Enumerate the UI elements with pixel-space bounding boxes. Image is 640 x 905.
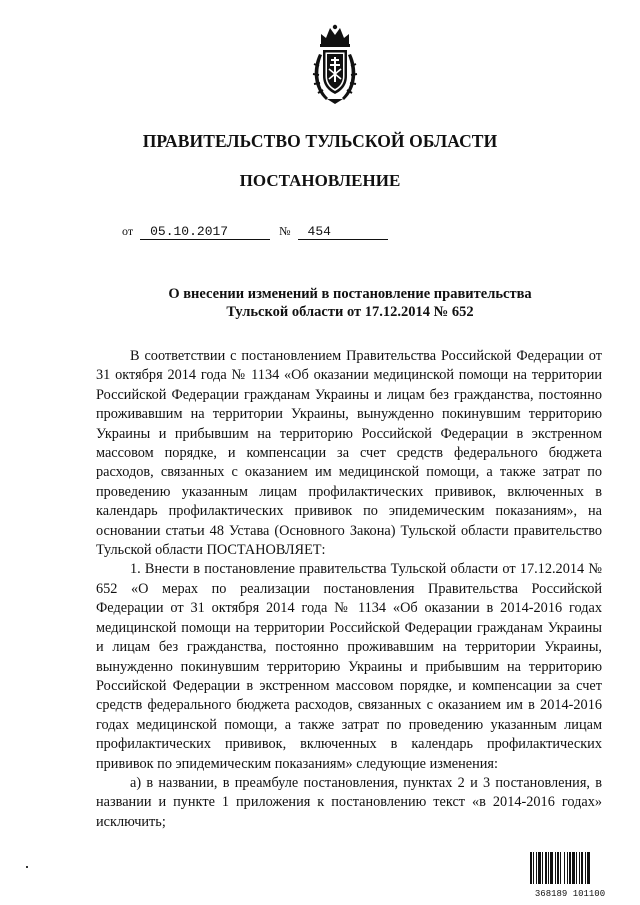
barcode-icon xyxy=(530,852,610,884)
barcode-bar xyxy=(542,852,543,884)
number-label: № xyxy=(279,224,291,238)
barcode-bar xyxy=(557,852,559,884)
title-line-1: О внесении изменений в постановление правительства xyxy=(168,286,532,302)
paragraph-preamble: В соответствии с постановлением Правительства Российской Федерации от 31 октября 2014 года № 1134 «Об оказании медицинской помощи на территории Российской Федерации гражданам Украины и лицам без гражданства, постоянно проживавшим на территории Украины, вынужденно покинувшим территорию Украины и прибывшим на территорию Российской Федерации в экстренном массовом порядке, и компенсации за счет средств федерального бюджета расходов, связанных с оказанием им медицинской помощи, а также затрат по проведению указанным лицам профилактических прививок, включенных в календарь профилактических прививок по эпидемическим показаниям», на основании статьи 48 Устава (Основного Закона) Тульской области правительство Тульской области ПОСТАНОВЛЯЕТ: xyxy=(96,348,602,559)
barcode-bar xyxy=(569,852,571,884)
barcode-bar xyxy=(548,852,549,884)
barcode-bar xyxy=(587,852,590,884)
title-line-2: Тульской области от 17.12.2014 № 652 xyxy=(226,304,474,320)
barcode-bar xyxy=(545,852,547,884)
barcode-bar xyxy=(555,852,556,884)
barcode-bar xyxy=(530,852,532,884)
document-number: 454 xyxy=(298,225,388,240)
barcode-bar xyxy=(576,852,577,884)
paragraph-item-1a: а) в названии, в преамбуле постановления, пунктах 2 и 3 постановления, в названии и пункте 1 приложения к постановлению текст «в 2014-2016 годах» исключить; xyxy=(96,774,602,830)
paragraph-item-1: 1. Внести в постановление правительства Тульской области от 17.12.2014 № 652 «О мерах по реализации постановления Правительства Российской Федерации от 31 октября 2014 года № 1134 «Об оказании в 2014-2016 годах медицинской помощи на территории Российской Федерации гражданам Украины и лицам без гражданства, постоянно проживавшим на территории Украины, вынужденно покинувшим территорию Украины и прибывшим на территорию Российской Федерации в экстренном массовом порядке, и компенсации за счет средств федерального бюджета расходов, связанных с оказанием им в 2014-2016 годах медицинской помощи, а также затрат по проведению указанным лицам профилактических прививок, включенных в календарь профилактических прививок по эпидемическим показаниям» следующие изменения: xyxy=(96,561,602,772)
barcode xyxy=(530,852,610,899)
barcode-bar xyxy=(567,852,568,884)
barcode-number: 368189 101100 xyxy=(534,889,606,899)
barcode-bar xyxy=(581,852,583,884)
barcode-bar xyxy=(538,852,541,884)
government-name: ПРАВИТЕЛЬСТВО ТУЛЬСКОЙ ОБЛАСТИ xyxy=(142,131,498,151)
document-body xyxy=(96,347,602,832)
dateline xyxy=(122,224,388,240)
barcode-bar xyxy=(585,852,586,884)
tula-coat-of-arms-icon xyxy=(310,24,360,106)
barcode-bar xyxy=(533,852,534,884)
barcode-bar xyxy=(579,852,580,884)
barcode-bar xyxy=(572,852,575,884)
date-label: от xyxy=(122,224,134,238)
document-date: 05.10.2017 xyxy=(140,225,270,240)
document-title xyxy=(80,285,620,321)
barcode-bar xyxy=(560,852,561,884)
barcode-bar xyxy=(550,852,553,884)
scan-speck xyxy=(26,866,28,868)
barcode-bar xyxy=(536,852,537,884)
barcode-bar xyxy=(564,852,565,884)
document-type: ПОСТАНОВЛЕНИЕ xyxy=(239,171,401,190)
